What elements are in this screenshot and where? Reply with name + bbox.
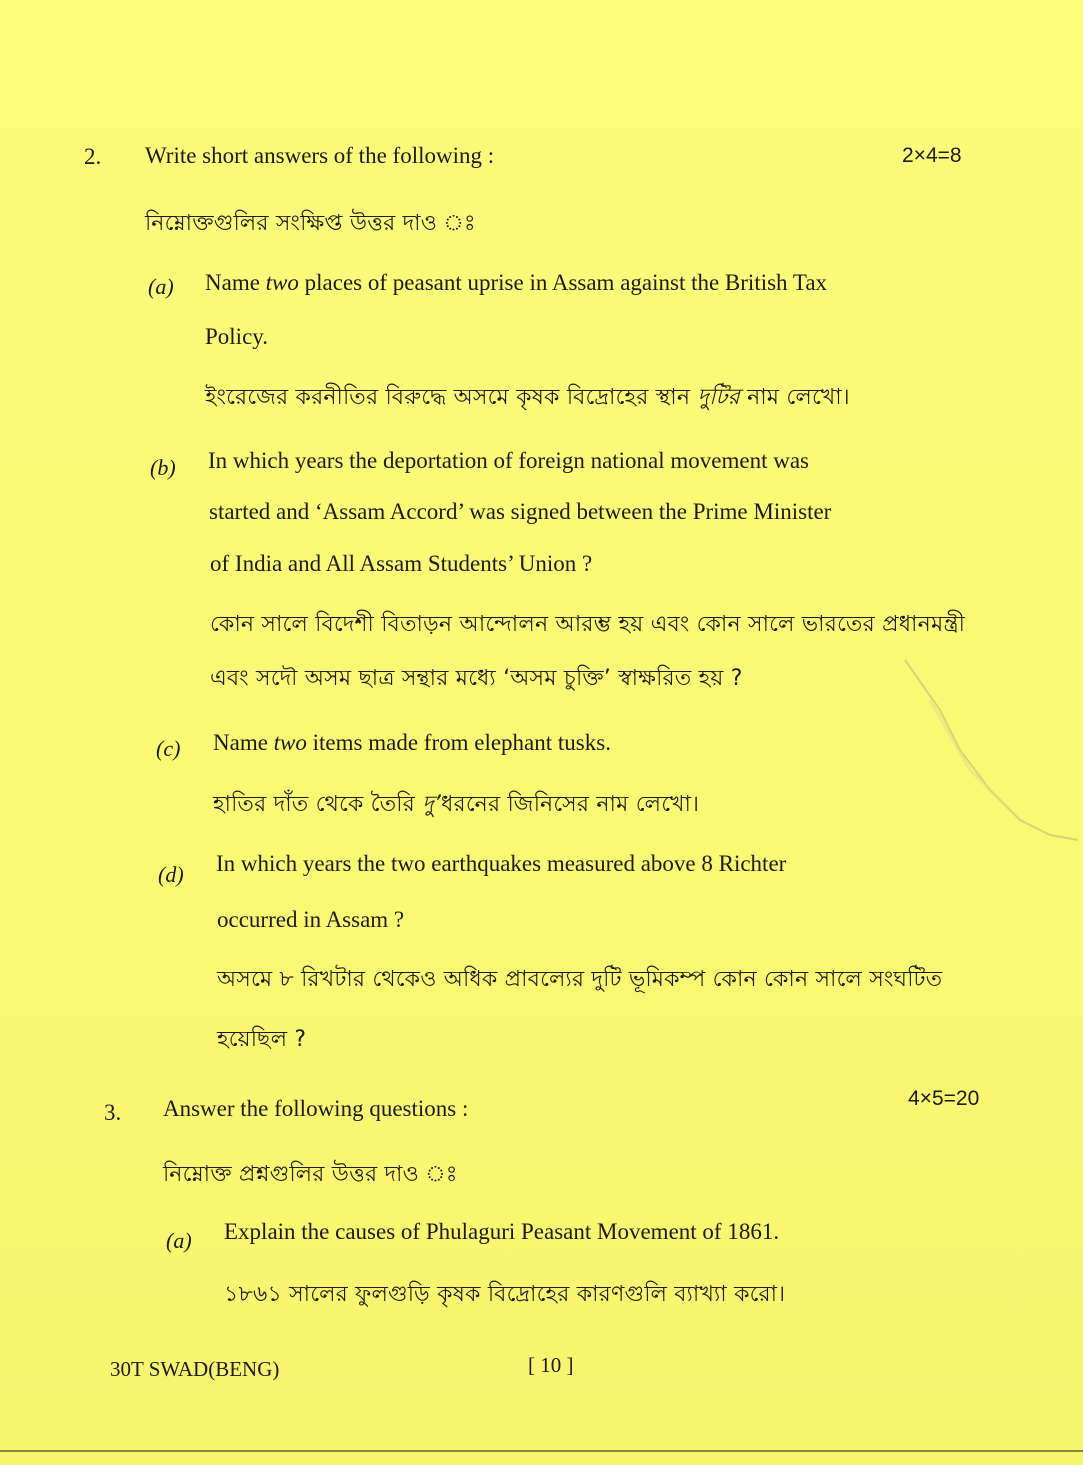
q3a-text: Explain the causes of Phulaguri Peasant Movement of 1861. [224, 1219, 780, 1244]
q3-title: Answer the following questions : [163, 1096, 469, 1121]
q2d-label: (d) [158, 862, 184, 887]
q2b-text-line3: of India and All Assam Students’ Union ? [210, 551, 593, 576]
q2d-text-line1: In which years the two earthquakes measured above 8 Richter [216, 851, 787, 876]
q2a-label: (a) [148, 274, 174, 299]
q2-title-bn: নিম্নোক্তগুলির সংক্ষিপ্ত উত্তর দাও ঃ [145, 211, 476, 236]
q2c-text-bn: হাতির দাঁত থেকে তৈরি দু’ধরনের জিনিসের নাম লেখো। [213, 792, 700, 817]
q2-marks: 2×4=8 [902, 144, 962, 167]
q2b-text-line1: In which years the deportation of foreign national movement was [208, 448, 810, 473]
q2a-text-bn: ইংরেজের করনীতির বিরুদ্ধে অসমে কৃষক বিদ্রোহের স্থান দুটির নাম লেখো। [205, 385, 850, 410]
q2d-text-line2: occurred in Assam ? [217, 907, 405, 932]
q2b-text-bn-line1: কোন সালে বিদেশী বিতাড়ন আন্দোলন আরম্ভ হয় এবং কোন সালে ভারতের প্রধানমন্ত্রী [210, 612, 966, 637]
q2-title: Write short answers of the following : [145, 143, 495, 168]
q3a-label: (a) [166, 1228, 192, 1253]
page-bottom-edge [0, 1450, 1083, 1452]
q2b-label: (b) [150, 455, 176, 480]
q2a-text-line2: Policy. [205, 324, 269, 349]
q2b-text-bn-line2: এবং সদৌ অসম ছাত্র সন্থার মধ্যে ‘অসম চুক্তি’ স্বাক্ষরিত হয় ? [210, 666, 743, 691]
footer-page-number: [ 10 ] [528, 1353, 574, 1377]
q3-number: 3. [104, 1100, 122, 1125]
q2d-text-bn-line2: হয়েছিল ? [217, 1027, 307, 1052]
q2-number: 2. [84, 144, 102, 169]
q2a-text-line1: Name two places of peasant uprise in Assam against the British Tax [205, 270, 828, 295]
paper-crease-decoration [900, 640, 1080, 860]
q2b-text-line2: started and ‘Assam Accord’ was signed between the Prime Minister [209, 499, 832, 524]
q2c-label: (c) [156, 736, 181, 761]
footer-code: 30T SWAD(BENG) [110, 1357, 280, 1381]
q2d-text-bn-line1: অসমে ৮ রিখটার থেকেও অধিক প্রাবল্যের দুটি ভূমিকম্প কোন কোন সালে সংঘটিত [217, 967, 943, 992]
q2c-text: Name two items made from elephant tusks. [213, 730, 611, 755]
q3-marks: 4×5=20 [908, 1087, 980, 1110]
q3a-text-bn: ১৮৬১ সালের ফুলগুড়ি কৃষক বিদ্রোহের কারণগুলি ব্যাখ্যা করো। [224, 1282, 786, 1307]
q3-title-bn: নিম্নোক্ত প্রশ্নগুলির উত্তর দাও ঃ [163, 1162, 458, 1187]
